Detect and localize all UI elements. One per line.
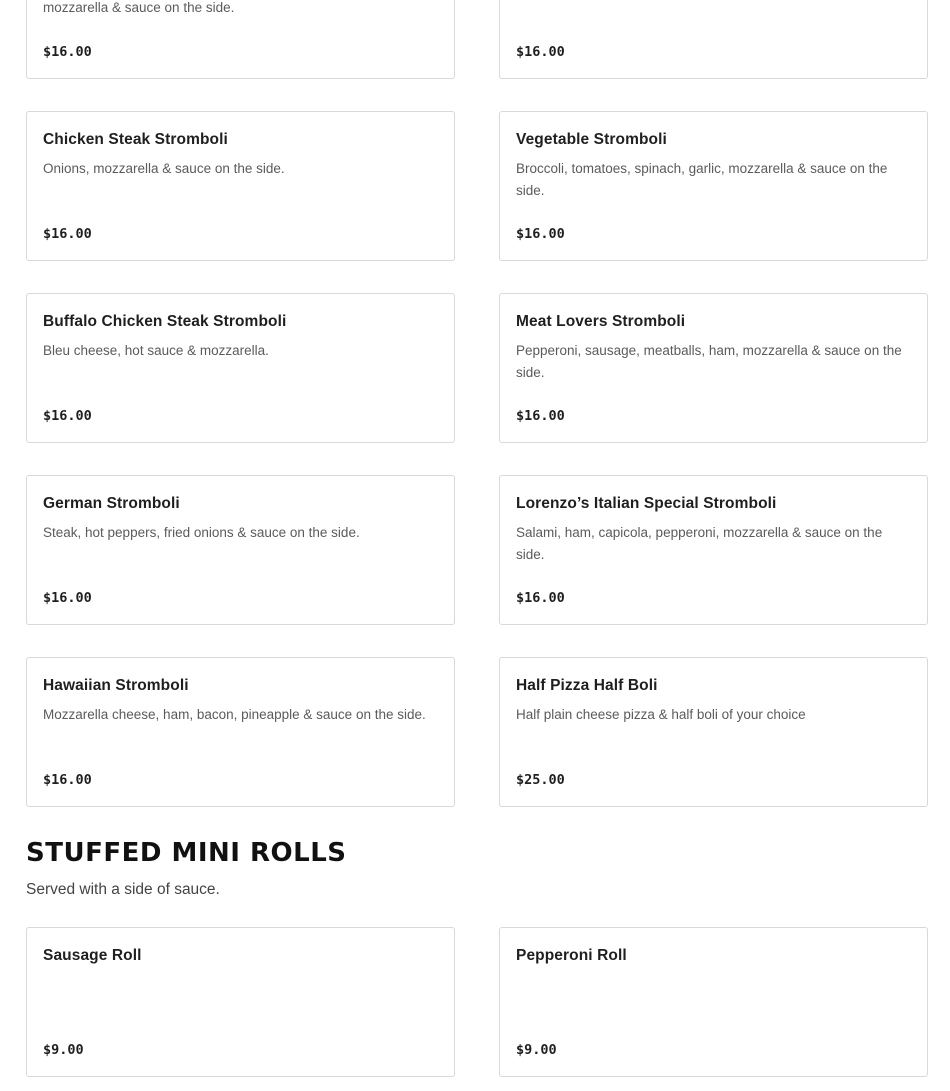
menu-item-card[interactable] xyxy=(26,0,455,79)
menu-item-card[interactable] xyxy=(499,111,928,261)
menu-item-description: Steak, hot peppers, fried onions & sauce on the side. xyxy=(43,525,360,540)
menu-item-description: Mozzarella cheese, ham, bacon, pineapple & sauce on the side. xyxy=(43,707,426,722)
menu-item-name: Chicken Steak Stromboli xyxy=(43,131,228,148)
menu-item-name: German Stromboli xyxy=(43,495,180,512)
menu-item-description: Onions, mozzarella & sauce on the side. xyxy=(43,161,285,176)
menu-item-card[interactable] xyxy=(26,111,455,261)
menu-item-card[interactable] xyxy=(499,657,928,807)
menu-item-price: $16.00 xyxy=(43,590,92,606)
menu-item-description: Broccoli, tomatoes, spinach, garlic, mozzarella & sauce on the side. xyxy=(516,161,888,198)
menu-item-card[interactable] xyxy=(499,293,928,443)
menu-item-name: Hawaiian Stromboli xyxy=(43,677,189,694)
menu-item-name: Buffalo Chicken Steak Stromboli xyxy=(43,313,287,330)
menu-item-price: $9.00 xyxy=(43,1042,84,1058)
menu-item-card[interactable] xyxy=(26,927,455,1077)
section-title: STUFFED MINI ROLLS xyxy=(26,838,347,868)
menu-item-description: Salami, ham, capicola, pepperoni, mozzarella & sauce on the side. xyxy=(516,525,883,562)
menu-item-card[interactable] xyxy=(26,657,455,807)
menu-item-price: $16.00 xyxy=(516,226,565,242)
menu-item-name: Meat Lovers Stromboli xyxy=(516,313,686,330)
menu-item-price: $25.00 xyxy=(516,772,565,788)
section-subtitle: Served with a side of sauce. xyxy=(26,881,220,898)
menu-item-card[interactable] xyxy=(499,475,928,625)
menu-item-card[interactable] xyxy=(499,927,928,1077)
menu-item-price: $16.00 xyxy=(43,408,92,424)
menu-item-name: Half Pizza Half Boli xyxy=(516,677,658,694)
menu-item-name: Lorenzo’s Italian Special Stromboli xyxy=(516,495,777,512)
menu-item-price: $16.00 xyxy=(43,44,92,60)
menu-item-card[interactable] xyxy=(26,293,455,443)
menu-item-price: $16.00 xyxy=(516,590,565,606)
menu-item-card[interactable] xyxy=(26,475,455,625)
menu-item-card[interactable] xyxy=(499,0,928,79)
menu-item-price: $16.00 xyxy=(43,226,92,242)
menu-item-name: Pepperoni Roll xyxy=(516,947,627,964)
menu-item-description: Bleu cheese, hot sauce & mozzarella. xyxy=(43,343,269,358)
menu-item-name: Sausage Roll xyxy=(43,947,142,964)
menu-item-price: $9.00 xyxy=(516,1042,557,1058)
menu-item-description: Pepperoni, sausage, meatballs, ham, mozzarella & sauce on the side. xyxy=(516,343,902,380)
menu-item-price: $16.00 xyxy=(516,408,565,424)
menu-item-price: $16.00 xyxy=(43,772,92,788)
menu-item-price: $16.00 xyxy=(516,44,565,60)
menu-item-description: Half plain cheese pizza & half boli of your choice xyxy=(516,707,806,722)
menu-item-name: Vegetable Stromboli xyxy=(516,131,667,148)
menu-item-description: mozzarella & sauce on the side. xyxy=(43,0,235,15)
